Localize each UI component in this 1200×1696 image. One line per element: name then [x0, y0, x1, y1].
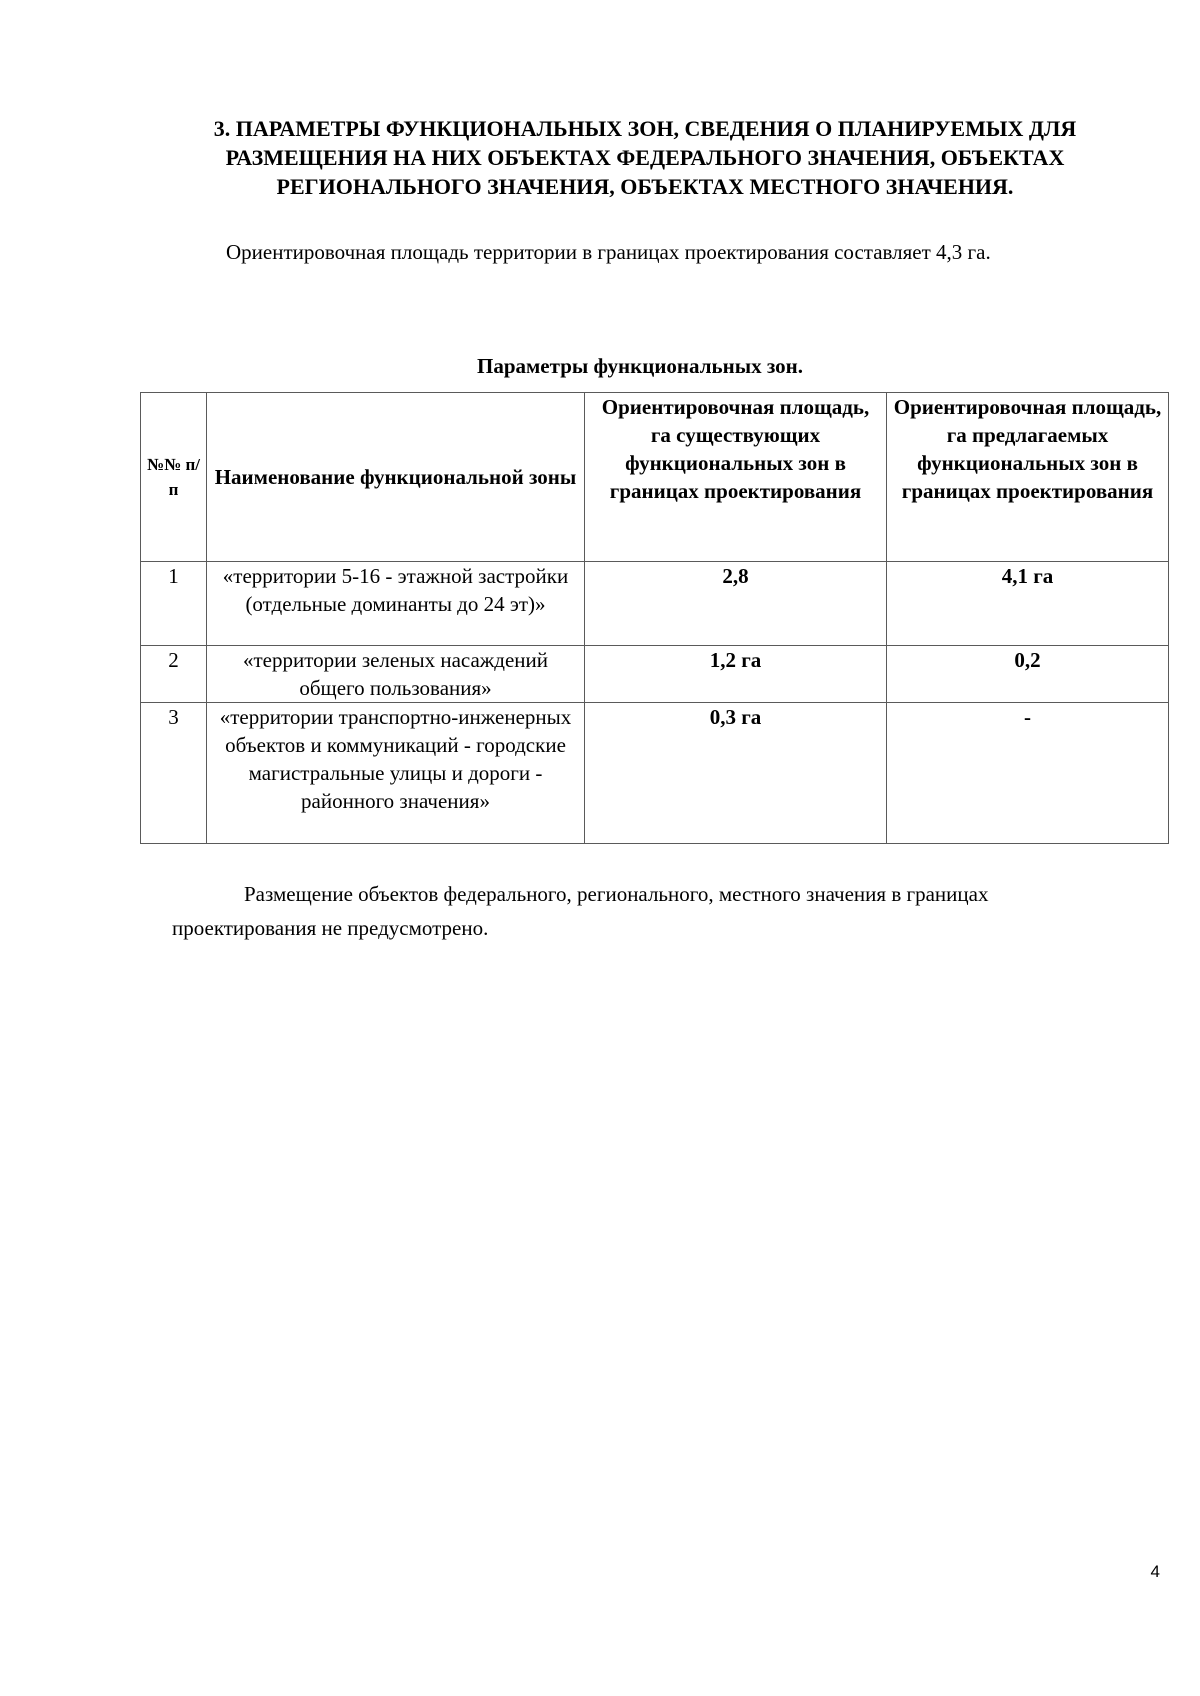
section-heading-line: РАЗМЕЩЕНИЯ НА НИХ ОБЪЕКТАХ ФЕДЕРАЛЬНОГО ЗНАЧЕНИЯ, ОБЪЕКТАХ	[225, 145, 1065, 170]
cell-existing-area: 2,8	[585, 562, 887, 646]
table-caption: Параметры функциональных зон.	[476, 354, 804, 378]
header-zone-name: Наименование функциональной зоны	[207, 393, 585, 562]
table-header-row	[141, 393, 1169, 562]
cell-existing-area: 0,3 га	[585, 703, 887, 844]
cell-proposed-area: -	[887, 703, 1169, 844]
cell-zone-name: «территории зеленых насаждений общего пользования»	[207, 646, 585, 703]
table-row	[141, 562, 1169, 646]
cell-number: 2	[141, 646, 207, 703]
cell-number: 3	[141, 703, 207, 844]
header-number: №№ п/п	[141, 393, 207, 562]
section-heading-line: РЕГИОНАЛЬНОГО ЗНАЧЕНИЯ, ОБЪЕКТАХ МЕСТНОГО ЗНАЧЕНИЯ.	[276, 174, 1014, 199]
cell-zone-name: «территории транспортно-инженерных объектов и коммуникаций - городские магистральные улицы и дороги - районного значения»	[207, 703, 585, 844]
table-row	[141, 703, 1169, 844]
cell-number: 1	[141, 562, 207, 646]
header-proposed-area: Ориентировочная площадь, га предлагаемых функциональных зон в границах проектирования	[887, 393, 1169, 562]
intro-paragraph: Ориентировочная площадь территории в границах проектирования составляет 4,3 га.	[226, 240, 991, 264]
cell-existing-area: 1,2 га	[585, 646, 887, 703]
section-heading	[150, 114, 1140, 201]
cell-proposed-area: 4,1 га	[887, 562, 1169, 646]
section-heading-line: 3. ПАРАМЕТРЫ ФУНКЦИОНАЛЬНЫХ ЗОН, СВЕДЕНИЯ О ПЛАНИРУЕМЫХ ДЛЯ	[213, 116, 1077, 141]
page-number: 4	[1150, 1562, 1160, 1581]
closing-paragraph: Размещение объектов федерального, регионального, местного значения в границах проектирования не предусмотрено.	[172, 882, 989, 940]
table-row	[141, 646, 1169, 703]
header-existing-area: Ориентировочная площадь, га существующих функциональных зон в границах проектирования	[585, 393, 887, 562]
cell-zone-name: «территории 5-16 - этажной застройки (отдельные доминанты до 24 эт)»	[207, 562, 585, 646]
cell-proposed-area: 0,2	[887, 646, 1169, 703]
functional-zones-table	[140, 392, 1169, 844]
